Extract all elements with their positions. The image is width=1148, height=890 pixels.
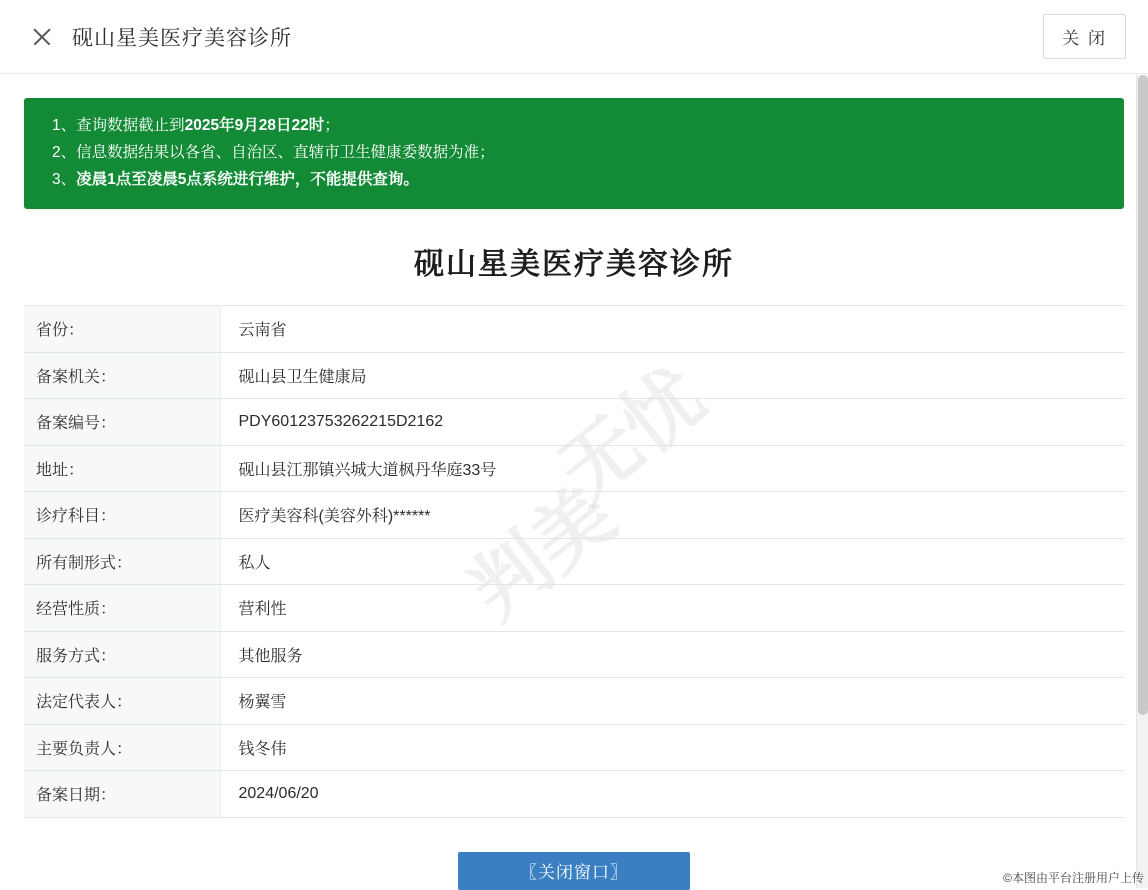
row-label: 诊疗科目： [24, 492, 220, 539]
notice-line-1-prefix: 1、查询数据截止到 [52, 117, 185, 134]
table-row [24, 399, 1124, 446]
notice-banner [24, 98, 1124, 209]
close-icon[interactable] [28, 23, 56, 51]
clinic-info-table [24, 305, 1124, 818]
vertical-scrollbar[interactable] [1136, 75, 1148, 888]
row-label: 地址： [24, 445, 220, 492]
table-row [24, 585, 1124, 632]
page-title: 砚山星美医疗美容诊所 [72, 26, 292, 50]
row-label: 法定代表人： [24, 678, 220, 725]
row-value: 医疗美容科(美容外科)****** [220, 492, 1124, 539]
clinic-name-heading: 砚山星美医疗美容诊所 [414, 248, 734, 281]
row-label: 所有制形式： [24, 538, 220, 585]
main-content [0, 74, 1148, 890]
notice-line-3 [52, 166, 1114, 193]
row-label: 省份： [24, 306, 220, 353]
row-label: 主要负责人： [24, 724, 220, 771]
row-label: 备案日期： [24, 771, 220, 818]
table-row [24, 445, 1124, 492]
notice-line-2: 2、信息数据结果以各省、自治区、直辖市卫生健康委数据为准； [52, 144, 495, 161]
notice-line-1 [52, 112, 1114, 139]
row-value: 营利性 [220, 585, 1124, 632]
notice-line-1-suffix: ； [324, 117, 340, 134]
table-row [24, 492, 1124, 539]
row-label: 服务方式： [24, 631, 220, 678]
titlebar [0, 0, 1148, 74]
row-label: 经营性质： [24, 585, 220, 632]
table-row [24, 724, 1124, 771]
table-row [24, 631, 1124, 678]
table-row [24, 352, 1124, 399]
notice-line-3-prefix: 3、 [52, 171, 77, 188]
row-label: 备案编号： [24, 399, 220, 446]
scrollbar-thumb[interactable] [1138, 75, 1148, 715]
table-row [24, 678, 1124, 725]
watermark-text-1: 无忧 [543, 352, 721, 518]
row-label: 备案机关： [24, 352, 220, 399]
close-window-button[interactable]: 〖关闭窗口〗 [458, 852, 690, 890]
row-value: 钱冬伟 [220, 724, 1124, 771]
row-value: 砚山县江那镇兴城大道枫丹华庭33号 [220, 445, 1124, 492]
row-value: 其他服务 [220, 631, 1124, 678]
notice-line-3-bold: 凌晨1点至凌晨5点 [76, 171, 202, 188]
row-value: PDY60123753262215D2162 [220, 399, 1124, 446]
row-value: 私人 [220, 538, 1124, 585]
row-value: 云南省 [220, 306, 1124, 353]
row-value: 2024/06/20 [220, 771, 1124, 818]
notice-line-1-bold: 2025年9月28日22时 [184, 117, 325, 134]
table-row [24, 771, 1124, 818]
row-value: 杨翼雪 [220, 678, 1124, 725]
watermark-text-2: 判美 [453, 470, 631, 636]
table-row [24, 306, 1124, 353]
table-row [24, 538, 1124, 585]
footer [24, 852, 1124, 890]
upload-credit-note: ©本图由平台注册用户上传 [1003, 871, 1144, 885]
notice-line-3-suffix: 系统进行维护，不能提供查询。 [201, 171, 419, 188]
row-value: 砚山县卫生健康局 [220, 352, 1124, 399]
close-button[interactable]: 关 闭 [1043, 14, 1126, 59]
